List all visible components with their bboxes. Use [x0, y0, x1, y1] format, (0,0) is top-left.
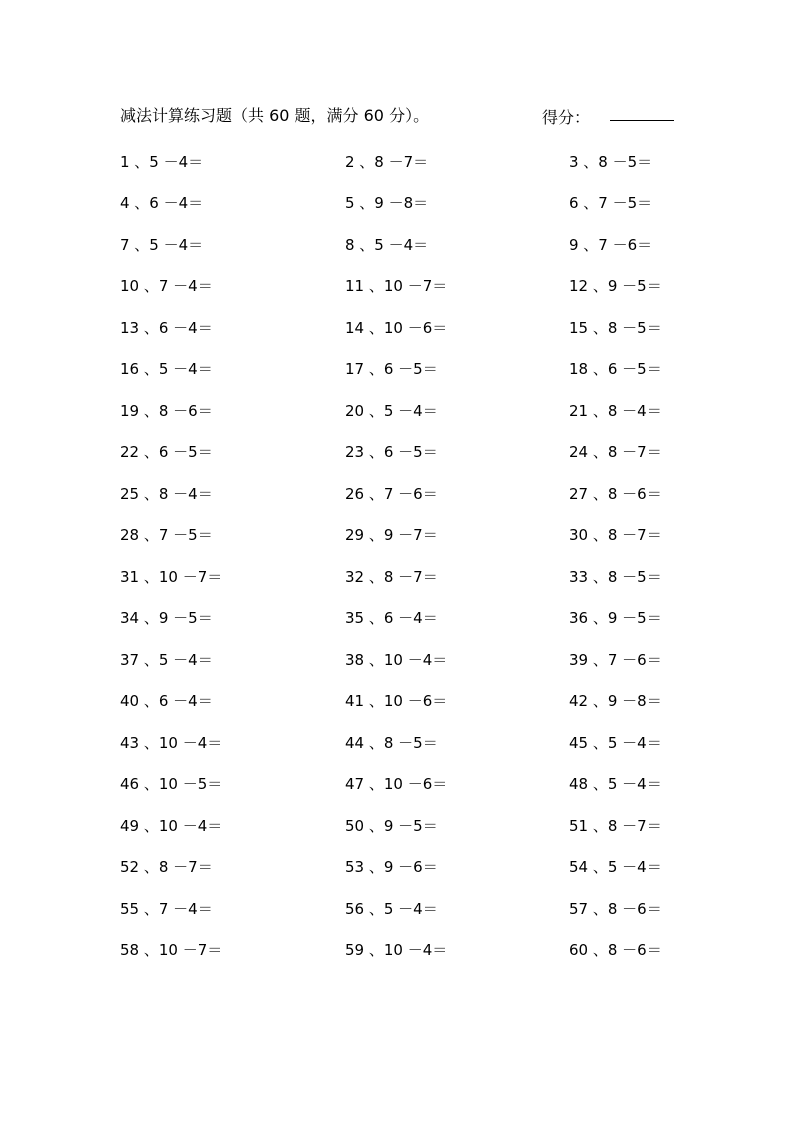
problem-item: 51 、8 －7＝	[569, 817, 662, 835]
problem-item: 5 、9 －8＝	[345, 194, 429, 212]
problem-item: 35 、6 －4＝	[345, 609, 438, 627]
problem-item: 15 、8 －5＝	[569, 319, 662, 337]
problem-item: 40 、6 －4＝	[120, 692, 213, 710]
problem-item: 43 、10 －4＝	[120, 734, 223, 752]
problem-item: 26 、7 －6＝	[345, 485, 438, 503]
problem-item: 56 、5 －4＝	[345, 900, 438, 918]
problem-item: 22 、6 －5＝	[120, 443, 213, 461]
problem-item: 16 、5 －4＝	[120, 360, 213, 378]
problem-item: 44 、8 －5＝	[345, 734, 438, 752]
problem-item: 60 、8 －6＝	[569, 941, 662, 959]
problem-item: 49 、10 －4＝	[120, 817, 223, 835]
worksheet-title: 减法计算练习题（共 60 题，满分 60 分）。	[120, 106, 430, 125]
problem-item: 33 、8 －5＝	[569, 568, 662, 586]
problem-item: 24 、8 －7＝	[569, 443, 662, 461]
problem-item: 17 、6 －5＝	[345, 360, 438, 378]
problem-item: 12 、9 －5＝	[569, 277, 662, 295]
problem-item: 4 、6 －4＝	[120, 194, 204, 212]
problem-item: 13 、6 －4＝	[120, 319, 213, 337]
problem-item: 31 、10 －7＝	[120, 568, 223, 586]
problem-item: 9 、7 －6＝	[569, 236, 653, 254]
problem-item: 1 、5 －4＝	[120, 153, 204, 171]
problem-item: 29 、9 －7＝	[345, 526, 438, 544]
problem-item: 3 、8 －5＝	[569, 153, 653, 171]
problem-item: 52 、8 －7＝	[120, 858, 213, 876]
problem-item: 42 、9 －8＝	[569, 692, 662, 710]
score-label: 得分：	[542, 108, 591, 127]
problem-item: 27 、8 －6＝	[569, 485, 662, 503]
problem-item: 48 、5 －4＝	[569, 775, 662, 793]
problem-item: 7 、5 －4＝	[120, 236, 204, 254]
problem-item: 10 、7 －4＝	[120, 277, 213, 295]
problem-item: 45 、5 －4＝	[569, 734, 662, 752]
problem-item: 18 、6 －5＝	[569, 360, 662, 378]
problem-item: 39 、7 －6＝	[569, 651, 662, 669]
problem-item: 14 、10 －6＝	[345, 319, 448, 337]
problem-item: 8 、5 －4＝	[345, 236, 429, 254]
problem-item: 32 、8 －7＝	[345, 568, 438, 586]
problem-item: 23 、6 －5＝	[345, 443, 438, 461]
problem-item: 11 、10 －7＝	[345, 277, 448, 295]
problem-item: 25 、8 －4＝	[120, 485, 213, 503]
problem-item: 20 、5 －4＝	[345, 402, 438, 420]
problem-item: 55 、7 －4＝	[120, 900, 213, 918]
problem-item: 37 、5 －4＝	[120, 651, 213, 669]
problem-item: 6 、7 －5＝	[569, 194, 653, 212]
problem-item: 46 、10 －5＝	[120, 775, 223, 793]
problem-item: 41 、10 －6＝	[345, 692, 448, 710]
problem-item: 38 、10 －4＝	[345, 651, 448, 669]
problem-item: 19 、8 －6＝	[120, 402, 213, 420]
problem-item: 30 、8 －7＝	[569, 526, 662, 544]
problem-item: 53 、9 －6＝	[345, 858, 438, 876]
problem-item: 2 、8 －7＝	[345, 153, 429, 171]
problem-item: 47 、10 －6＝	[345, 775, 448, 793]
problem-item: 58 、10 －7＝	[120, 941, 223, 959]
problem-item: 54 、5 －4＝	[569, 858, 662, 876]
problem-item: 50 、9 －5＝	[345, 817, 438, 835]
problem-item: 34 、9 －5＝	[120, 609, 213, 627]
problem-item: 57 、8 －6＝	[569, 900, 662, 918]
problem-item: 36 、9 －5＝	[569, 609, 662, 627]
problem-item: 21 、8 －4＝	[569, 402, 662, 420]
problem-item: 28 、7 －5＝	[120, 526, 213, 544]
problem-item: 59 、10 －4＝	[345, 941, 448, 959]
